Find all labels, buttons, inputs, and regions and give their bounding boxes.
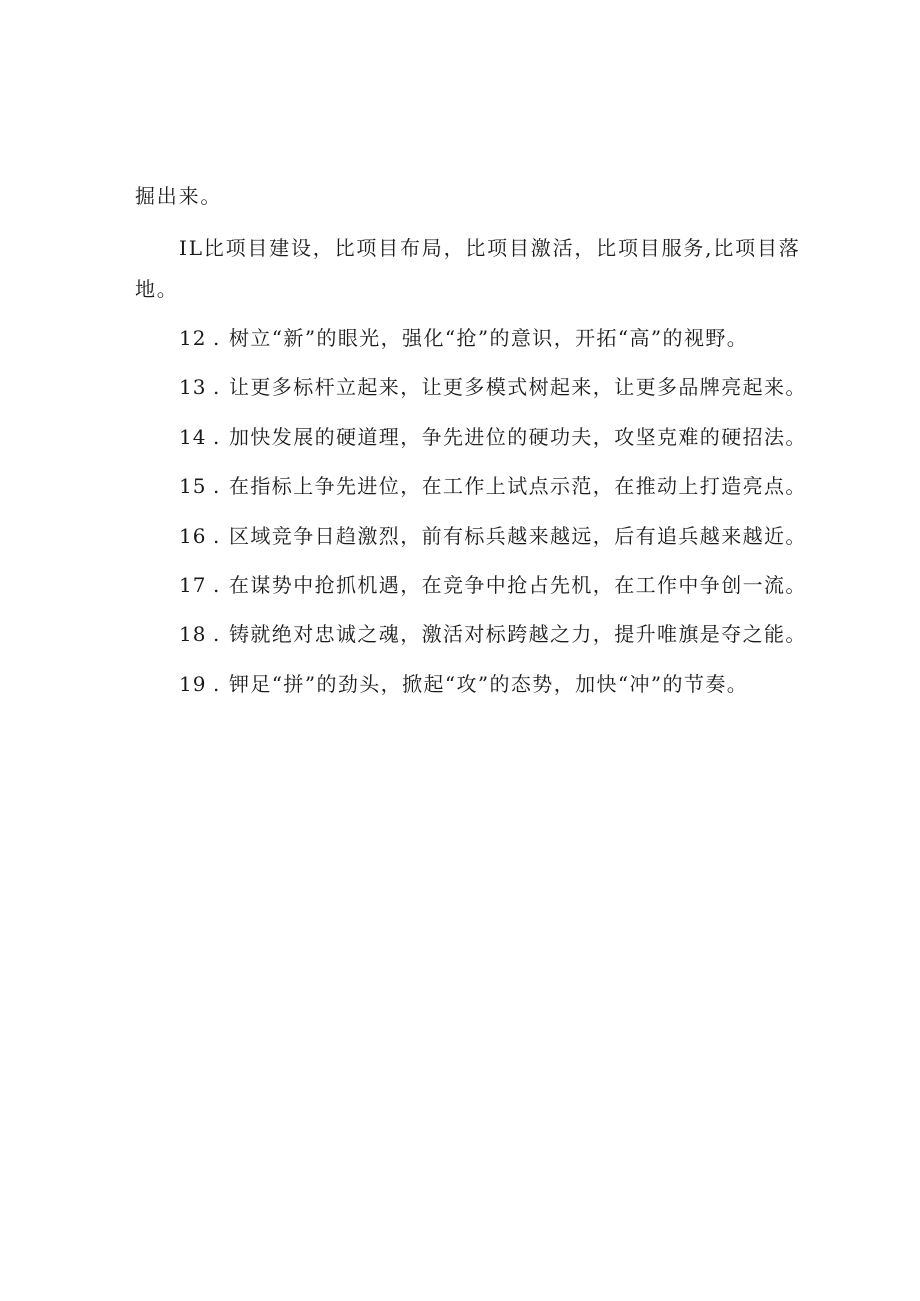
item-separator: .: [213, 671, 220, 696]
list-item: [135, 516, 810, 565]
item-number: 12: [179, 326, 207, 350]
list-item: [135, 565, 810, 614]
item-separator: .: [213, 375, 220, 400]
item-text: 在指标上争先进位，在工作上试点示范，在推动上打造亮点。: [229, 474, 807, 499]
list-item: [135, 614, 810, 663]
list-item: [135, 367, 810, 416]
item-text: 区域竞争日趋激烈，前有标兵越来越远，后有追兵越来越近。: [229, 523, 807, 548]
item-separator: .: [213, 474, 220, 499]
paragraph-item-11: IL比项目建设，比项目布局，比项目激活，比项目服务,比项目落地。: [135, 236, 801, 301]
item-number: 19: [179, 671, 207, 696]
numbered-list: [135, 318, 810, 713]
list-item: [135, 417, 810, 466]
item-text: 让更多标杆立起来，让更多模式树起来，让更多品牌亮起来。: [229, 375, 807, 400]
list-item: [135, 466, 810, 515]
item-text: 加快发展的硬道理，争先进位的硬功夫，攻坚克难的硬招法。: [229, 424, 807, 449]
item-number: 15: [179, 474, 207, 499]
list-item: [135, 664, 810, 713]
item-text: 铸就绝对忠诚之魂，激活对标跨越之力，提升唯旗是夺之能。: [229, 622, 807, 647]
list-item: [135, 318, 810, 367]
item-number: 16: [179, 523, 207, 548]
item-text: 在谋势中抢抓机遇，在竞争中抢占先机，在工作中争创一流。: [229, 572, 807, 597]
item-separator: .: [213, 572, 220, 597]
item-number: 14: [179, 424, 207, 449]
item-number: 13: [179, 375, 207, 400]
paragraph-continuation: 掘出来。: [135, 184, 223, 208]
item-text: 树立“新”的眼光，强化“抢”的意识，开拓“高”的视野。: [229, 326, 749, 350]
item-separator: .: [213, 523, 220, 548]
item-text: 钾足“拼”的劲头，掀起“攻”的态势，加快“冲”的节奏。: [229, 671, 749, 696]
item-separator: .: [213, 622, 220, 647]
item-separator: .: [213, 326, 220, 350]
item-separator: .: [213, 424, 220, 449]
item-number: 18: [179, 622, 207, 647]
document-body: [135, 176, 810, 713]
item-number: 17: [179, 572, 207, 597]
